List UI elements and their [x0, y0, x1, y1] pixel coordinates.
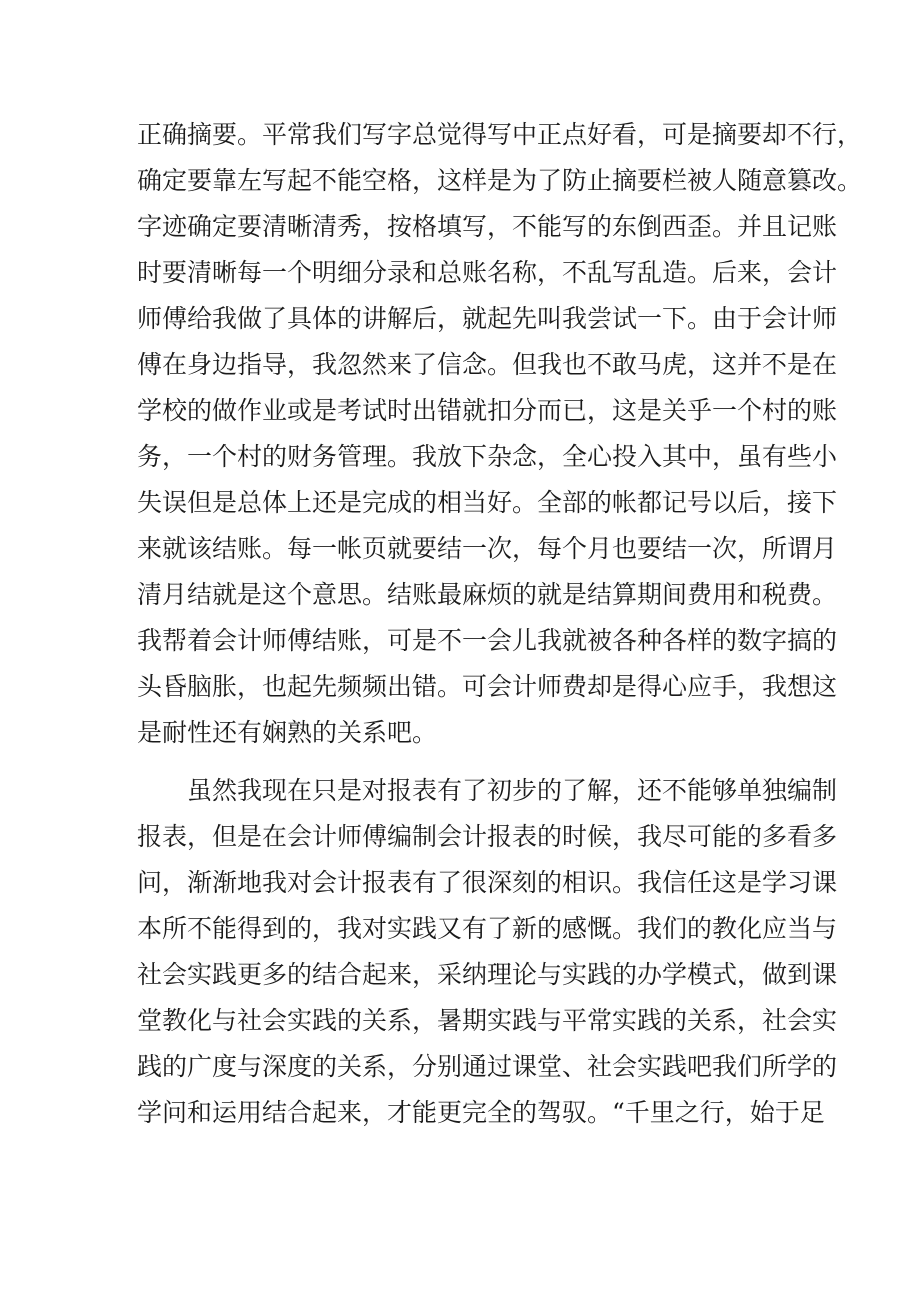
- paragraph-line: 本所不能得到的，我对实践又有了新的感慨。我们的教化应当与: [137, 914, 838, 943]
- document-body: [137, 112, 863, 1136]
- paragraph-1: [137, 112, 863, 756]
- paragraph-line: 虽然我现在只是对报表有了初步的了解，还不能够单独编制: [187, 776, 838, 805]
- paragraph-line: 确定要靠左写起不能空格，这样是为了防止摘要栏被人随意篡改。: [137, 166, 863, 195]
- paragraph-line: 堂教化与社会实践的关系，暑期实践与平常实践的关系，社会实: [137, 1006, 838, 1035]
- paragraph-line: 社会实践更多的结合起来，采纳理论与实践的办学模式，做到课: [137, 960, 838, 989]
- paragraph-line: 来就该结账。每一帐页就要结一次，每个月也要结一次，所谓月: [137, 534, 838, 563]
- paragraph-line: 务，一个村的财务管理。我放下杂念，全心投入其中，虽有些小: [137, 442, 838, 471]
- paragraph-line: 正确摘要。平常我们写字总觉得写中正点好看，可是摘要却不行，: [137, 120, 863, 149]
- paragraph-line: 傅在身边指导，我忽然来了信念。但我也不敢马虎，这并不是在: [137, 350, 838, 379]
- paragraph-line: 学校的做作业或是考试时出错就扣分而已，这是关乎一个村的账: [137, 396, 838, 425]
- paragraph-line: 是耐性还有娴熟的关系吧。: [137, 718, 438, 747]
- paragraph-line: 清月结就是这个意思。结账最麻烦的就是结算期间费用和税费。: [137, 580, 838, 609]
- paragraph-line: 头昏脑胀，也起先频频出错。可会计师费却是得心应手，我想这: [137, 672, 838, 701]
- paragraph-line: 报表，但是在会计师傅编制会计报表的时候，我尽可能的多看多: [137, 822, 838, 851]
- paragraph-line: 学问和运用结合起来，才能更完全的驾驭。“千里之行，始于足: [137, 1098, 825, 1127]
- paragraph-line: 字迹确定要清晰清秀，按格填写，不能写的东倒西歪。并且记账: [137, 212, 838, 241]
- paragraph-line: 师傅给我做了具体的讲解后，就起先叫我尝试一下。由于会计师: [137, 304, 838, 333]
- paragraph-spacer: [137, 756, 797, 768]
- paragraph-line: 问，渐渐地我对会计报表有了很深刻的相识。我信任这是学习课: [137, 868, 838, 897]
- paragraph-line: 失误但是总体上还是完成的相当好。全部的帐都记号以后，接下: [137, 488, 838, 517]
- paragraph-line: 践的广度与深度的关系，分别通过课堂、社会实践吧我们所学的: [137, 1052, 838, 1081]
- paragraph-line: 时要清晰每一个明细分录和总账名称，不乱写乱造。后来，会计: [137, 258, 838, 287]
- paragraph-2: [137, 768, 838, 1136]
- paragraph-line: 我帮着会计师傅结账，可是不一会儿我就被各种各样的数字搞的: [137, 626, 838, 655]
